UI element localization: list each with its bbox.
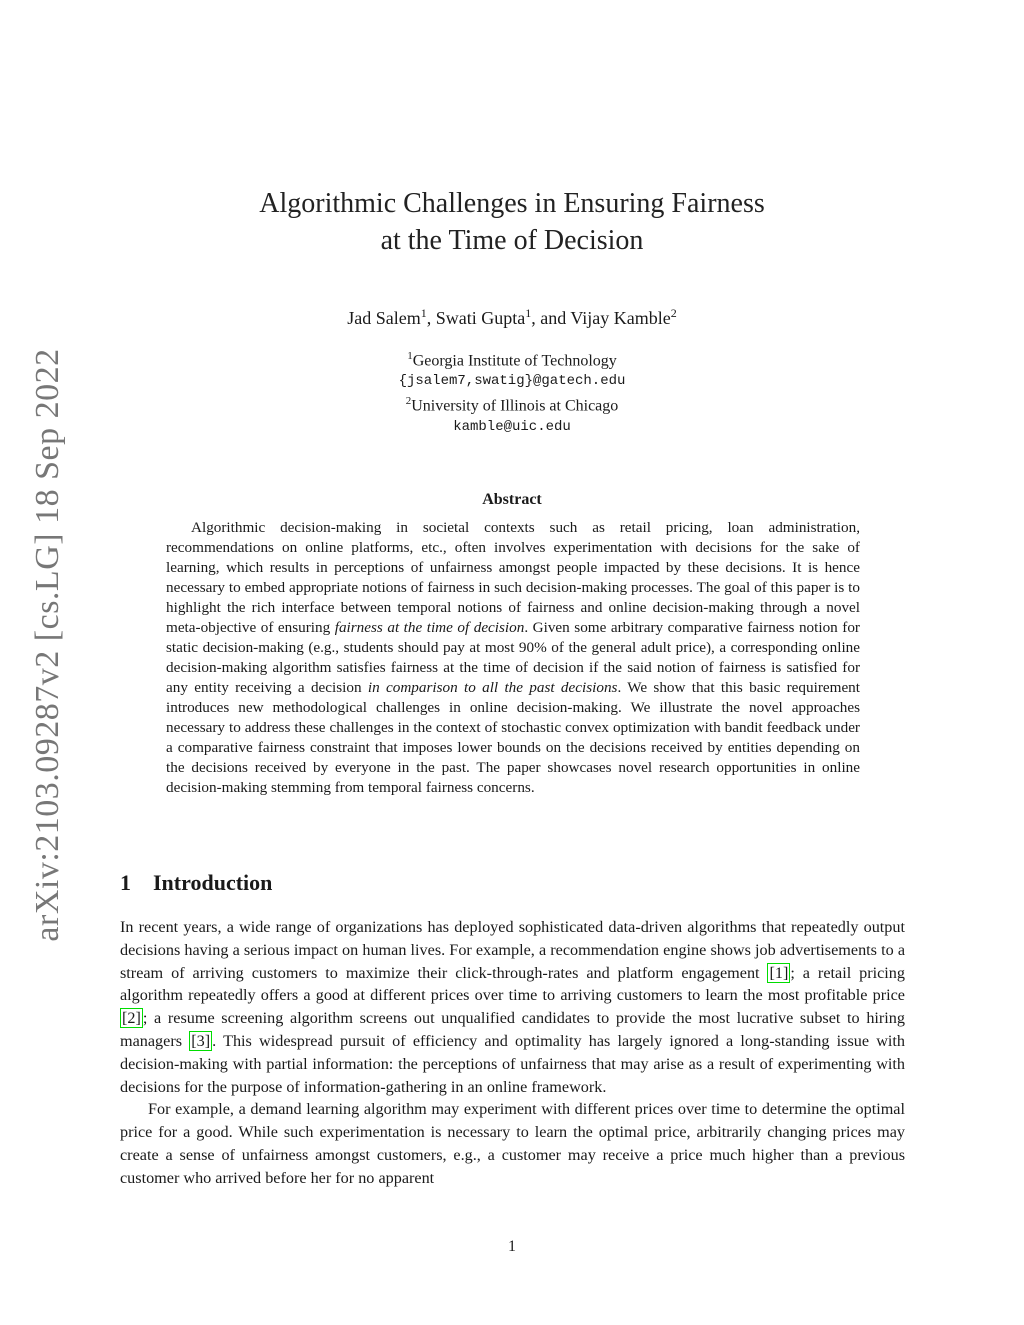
abstract-body (166, 518, 860, 798)
author-name: Vijay Kamble (570, 308, 671, 328)
author-separator: , and (531, 308, 571, 328)
citation-link[interactable]: [3] (191, 1031, 211, 1050)
affiliations (0, 346, 1024, 437)
affiliation-name: Georgia Institute of Technology (412, 352, 617, 370)
abstract-emphasis: in comparison to all the past decisions (367, 679, 618, 696)
section-title: Introduction (153, 870, 273, 895)
arxiv-identifier: arXiv:2103.09287v2 [cs.LG] 18 Sep 2022 (29, 348, 66, 942)
affiliation-mark: 2 (405, 395, 412, 408)
affiliation-1 (0, 346, 1024, 371)
paragraph: For example, a demand learning algorithm may experiment with different prices over time to determine the optimal price for a good. While such experimentation is necessary to learn the optimal price, arbitrarily changing prices may create a sense of unfairness amongst customers, e.g., a customer may receive a price much higher than a previous customer who arrived before her for no apparent (120, 1100, 905, 1187)
author-name: Swati Gupta (435, 308, 526, 328)
author-affiliation-mark: 1 (420, 306, 427, 320)
abstract-heading: Abstract (482, 491, 542, 508)
paper-title (0, 185, 1024, 259)
abstract-emphasis: fairness at the time of decision (334, 619, 525, 636)
citation-link[interactable]: [2] (122, 1009, 141, 1028)
affiliation-name: University of Illinois at Chicago (411, 397, 619, 415)
paragraph (120, 916, 905, 1098)
author-affiliation-mark: 2 (670, 306, 677, 320)
author-list (0, 306, 1024, 329)
section-heading (120, 870, 272, 896)
introduction-body (120, 916, 905, 1190)
affiliation-1-email[interactable]: {jsalem7,swatig}@gatech.edu (398, 373, 626, 390)
affiliation-mark: 1 (407, 350, 413, 362)
paragraph-text: ; a resume screening algorithm screens out unqualified candidates to provide the most lucrative subset to hiring managers (120, 1009, 905, 1050)
title-line-2: at the Time of Decision (380, 225, 644, 256)
paragraph-text: In recent years, a wide range of organizations has deployed sophisticated data-driven algorithms that repeatedly output decisions having a serious impact on human lives. For example, a recommendation engine shows job advertisements to a stream of arriving customers to maximize their click-through-rates and platform engagement (120, 918, 905, 982)
paragraph-text: ; a retail pricing algorithm repeatedly offers a good at different prices over time to arriving customers to learn the most profitable price (120, 963, 905, 1005)
section-number: 1 (120, 870, 131, 895)
page-number: 1 (508, 1238, 516, 1255)
author-name: Jad Salem (347, 308, 421, 328)
affiliation-2-email[interactable]: kamble@uic.edu (453, 418, 571, 435)
author-affiliation-mark: 1 (525, 306, 532, 320)
author-separator: , (426, 308, 436, 328)
abstract-text: . We show that this basic requirement introduces new methodological challenges in online decision-making. We illustrate the novel approaches necessary to address these challenges in the context of stochastic convex optimization with bandit feedback under a comparative fairness constraint that imposes lower bounds on the decisions received by entities depending on the decisions received by everyone in the past. The paper showcases novel research opportunities in online decision-making stemming from temporal fairness concerns. (166, 679, 860, 796)
affiliation-2 (0, 391, 1024, 416)
abstract-text: . Given some arbitrary comparative fairness notion for static decision-making (e.g., students should pay at most 90% of the general adult price), a corresponding online decision-making algorithm satisfies fairness at the time of decision if the said notion of fairness is satisfied for any entity receiving a decision (166, 619, 860, 696)
abstract-text: Algorithmic decision-making in societal contexts such as retail pricing, loan administration, recommendations on online platforms, etc., often involves experimentation with decisions for the sake of learning, which results in perceptions of unfairness amongst people impacted by these decisions. It is hence necessary to embed appropriate notions of fairness in such decision-making processes. The goal of this paper is to highlight the rich interface between temporal notions of fairness and online decision-making through a novel meta-objective of ensuring (166, 519, 860, 636)
title-line-1: Algorithmic Challenges in Ensuring Fairness (259, 188, 765, 219)
citation-link[interactable]: [1] (769, 963, 789, 982)
paragraph-text: . This widespread pursuit of efficiency and optimality has largely ignored a long-standing issue with decision-making with partial information: the perceptions of unfairness that may arise as a result of experimenting with decisions for the purpose of information-gathering in an online framework. (120, 1031, 905, 1096)
